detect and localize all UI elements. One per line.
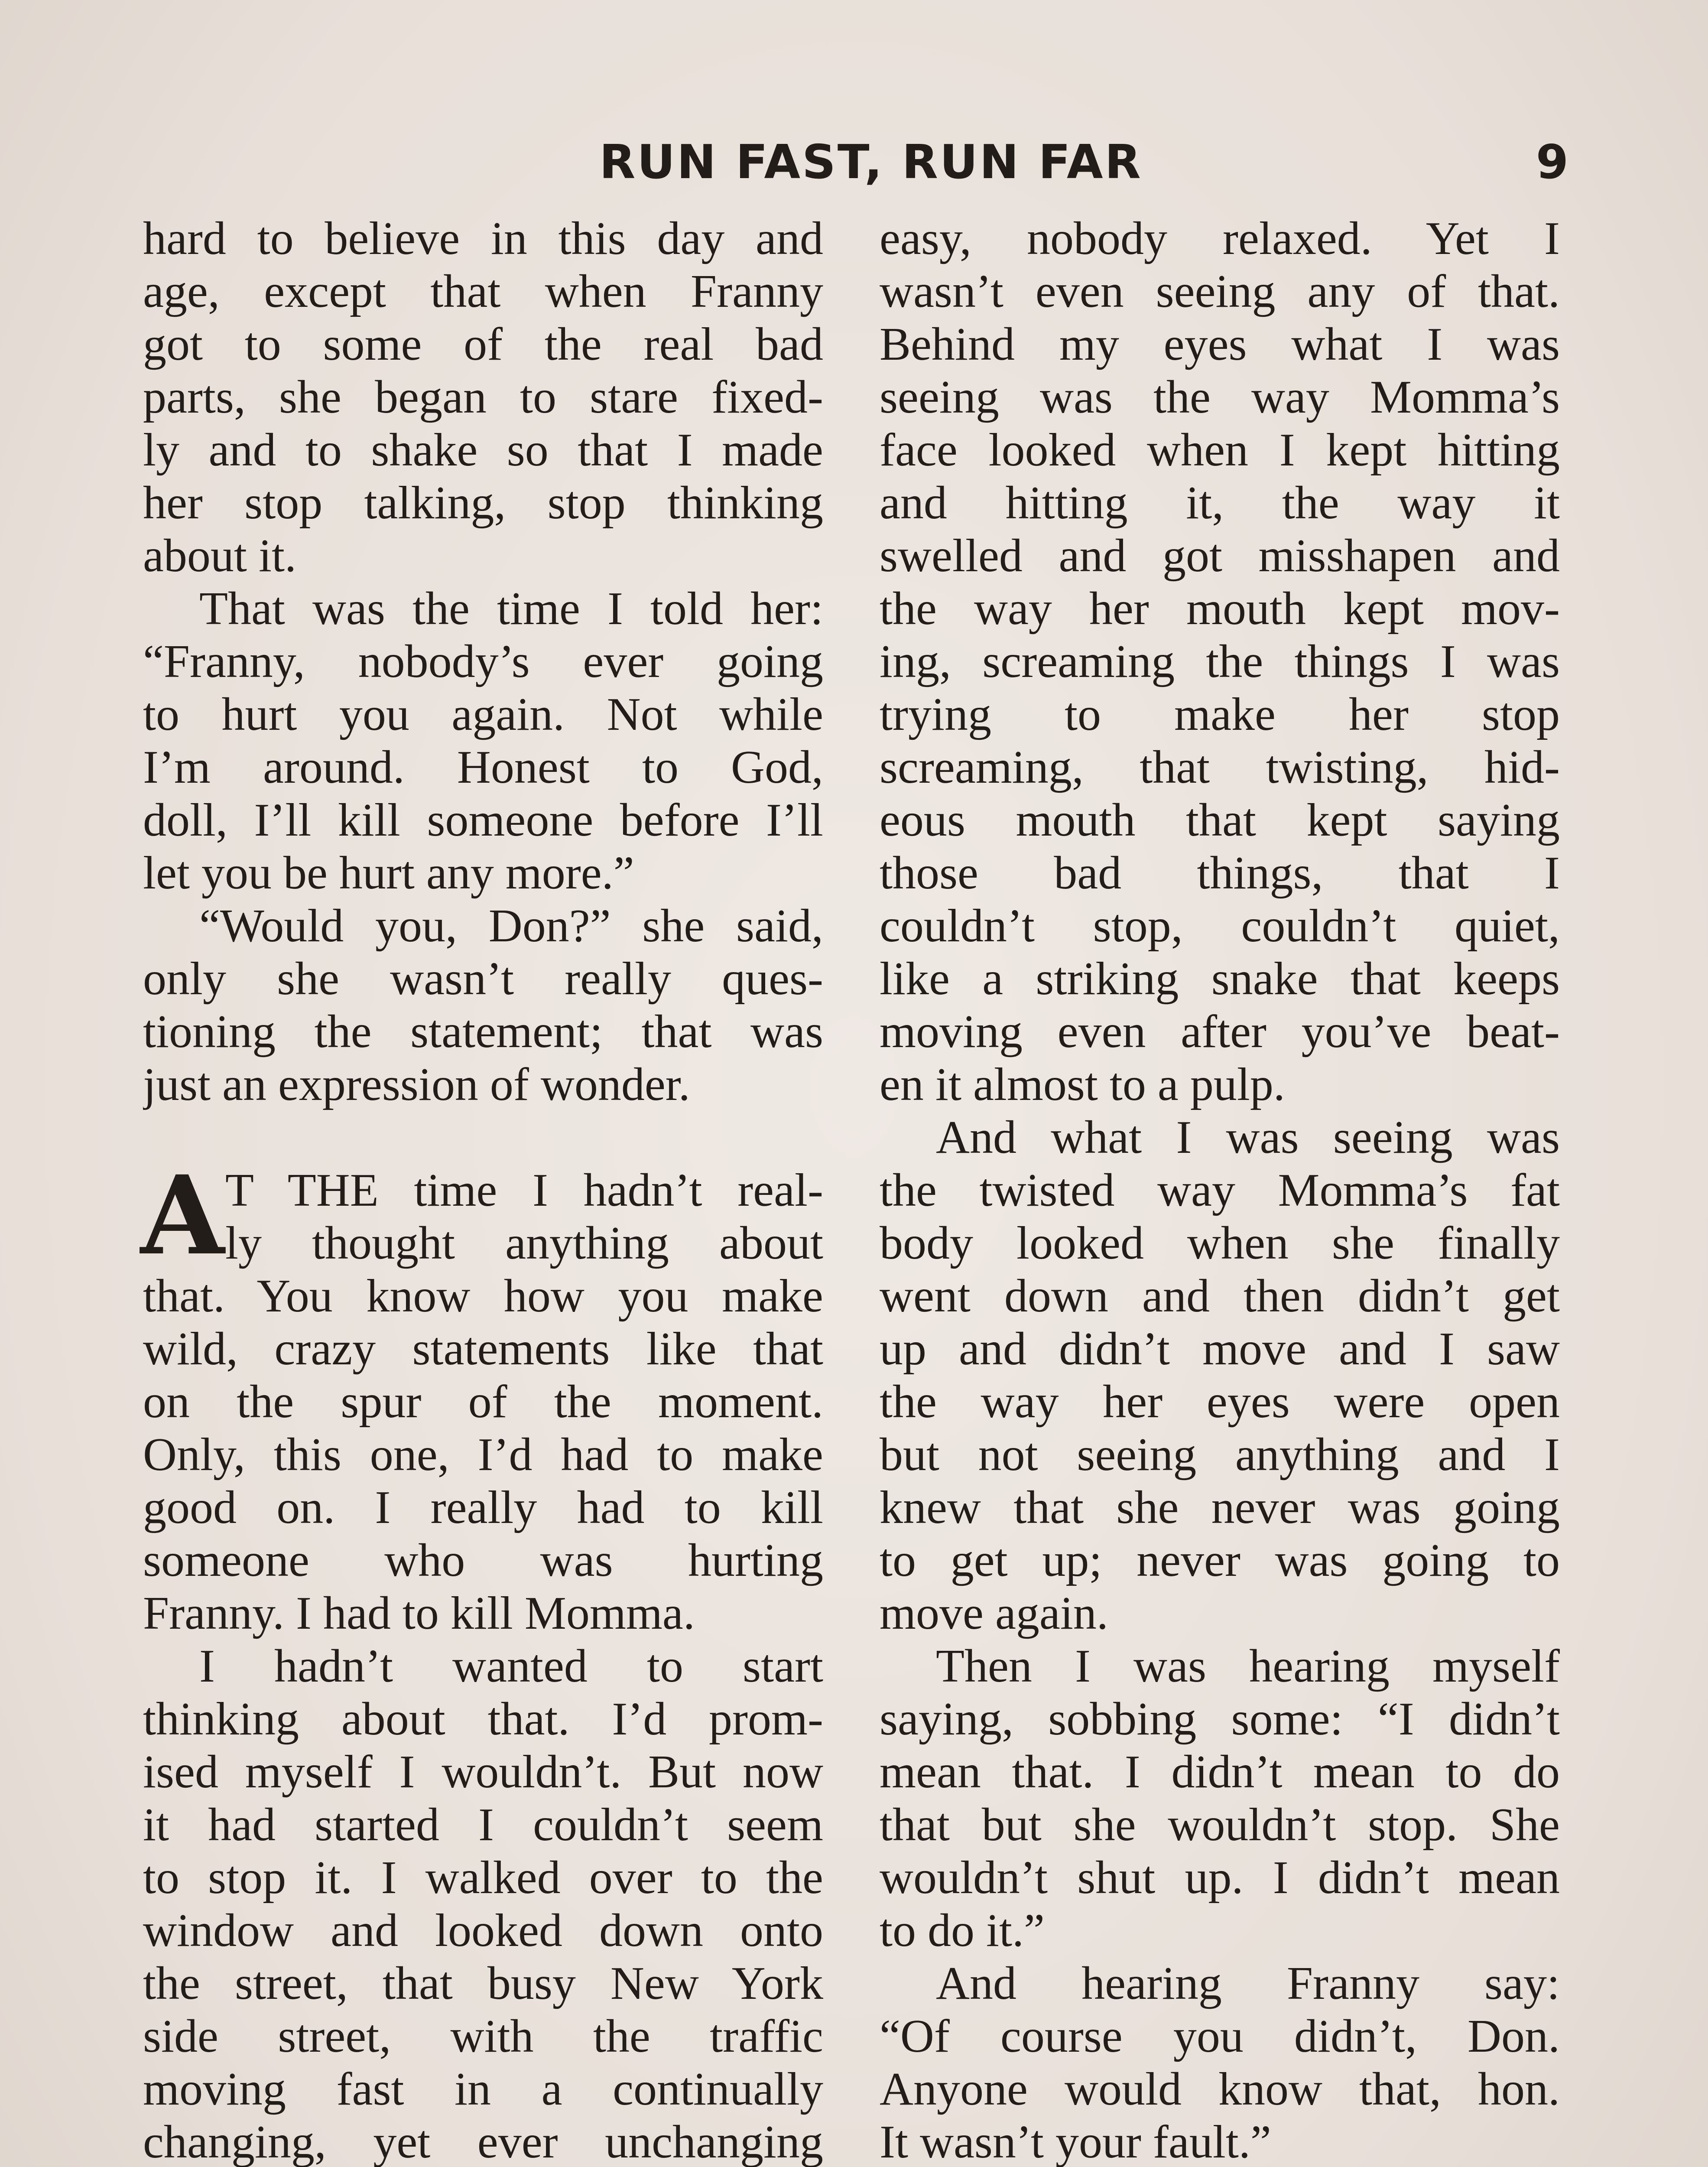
left-column: [140, 212, 823, 2167]
text-line: to stop it. I walked over to the: [143, 1852, 823, 1903]
text-line: I’m around. Honest to God,: [143, 742, 823, 793]
text-line: Only, this one, I’d had to make: [143, 1429, 823, 1480]
text-line: like a striking snake that keeps: [880, 953, 1560, 1005]
text-line: swelled and got misshapen and: [880, 530, 1560, 582]
text-line: changing, yet ever unchanging: [143, 2116, 823, 2167]
text-line: up and didn’t move and I saw: [880, 1323, 1560, 1375]
text-line: it had started I couldn’t seem: [143, 1799, 823, 1851]
text-line: Then I was hearing myself: [936, 1640, 1560, 1692]
text-line: saying, sobbing some: “I didn’t: [880, 1693, 1560, 1745]
text-line: ly and to shake so that I made: [143, 424, 823, 476]
right-column: [880, 212, 1560, 2167]
text-line: hard to believe in this day and: [143, 213, 823, 264]
text-line: parts, she began to stare fixed-: [143, 371, 823, 423]
text-line: Franny. I had to kill Momma.: [143, 1588, 695, 1639]
text-line: good on. I really had to kill: [143, 1482, 823, 1533]
text-line: age, except that when Franny: [143, 266, 823, 317]
text-line: the way her mouth kept mov-: [880, 583, 1560, 634]
page-header: [143, 130, 1573, 195]
drop-cap-paragraph: [140, 1152, 823, 1279]
section-break: [143, 1111, 823, 1164]
text-line: ing, screaming the things I was: [880, 636, 1560, 687]
text-line: And hearing Franny say:: [936, 1958, 1560, 2009]
text-line: ly thought anything about: [225, 1217, 823, 1269]
text-line: face looked when I kept hitting: [880, 424, 1560, 476]
text-line: someone who was hurting: [143, 1535, 823, 1586]
text-line: It wasn’t your fault.”: [880, 2116, 1271, 2167]
text-line: only she wasn’t really ques-: [143, 953, 823, 1005]
text-line: trying to make her stop: [880, 689, 1560, 740]
text-line: T THE time I hadn’t real-: [225, 1165, 823, 1216]
text-line: seeing was the way Momma’s: [880, 371, 1560, 423]
text-line: screaming, that twisting, hid-: [880, 742, 1560, 793]
text-line: Anyone would know that, hon.: [880, 2063, 1560, 2115]
text-line: doll, I’ll kill someone before I’ll: [143, 794, 823, 846]
text-line: I hadn’t wanted to start: [199, 1640, 823, 1692]
text-line: that. You know how you make: [143, 1270, 823, 1322]
text-line: her stop talking, stop thinking: [143, 477, 823, 529]
text-line: “Franny, nobody’s ever going: [143, 636, 823, 687]
text-line: And what I was seeing was: [936, 1112, 1560, 1163]
text-line: that but she wouldn’t stop. She: [880, 1799, 1560, 1851]
text-line: the twisted way Momma’s fat: [880, 1165, 1560, 1216]
text-line: those bad things, that I: [880, 847, 1560, 899]
text-line: wasn’t even seeing any of that.: [880, 266, 1560, 317]
text-line: and hitting it, the way it: [880, 477, 1560, 529]
text-line: Behind my eyes what I was: [880, 319, 1560, 370]
text-line: got to some of the real bad: [143, 319, 823, 370]
text-line: just an expression of wonder.: [143, 1059, 690, 1110]
text-line: ised myself I wouldn’t. But now: [143, 1746, 823, 1798]
text-line: couldn’t stop, couldn’t quiet,: [880, 900, 1560, 952]
drop-cap: A: [140, 1152, 224, 1279]
text-line: eous mouth that kept saying: [880, 794, 1560, 846]
text-line: to hurt you again. Not while: [143, 689, 823, 740]
text-line: to get up; never was going to: [880, 1535, 1560, 1586]
text-line: the way her eyes were open: [880, 1376, 1560, 1428]
text-line: went down and then didn’t get: [880, 1270, 1560, 1322]
text-line: body looked when she finally: [880, 1217, 1560, 1269]
text-line: thinking about that. I’d prom-: [143, 1693, 823, 1745]
text-line: wild, crazy statements like that: [143, 1323, 823, 1375]
text-line: en it almost to a pulp.: [880, 1059, 1285, 1110]
text-line: That was the time I told her:: [199, 583, 823, 634]
page-number: 9: [1536, 135, 1568, 189]
text-line: about it.: [143, 530, 296, 582]
text-line: “Would you, Don?” she said,: [199, 900, 823, 952]
text-line: the street, that busy New York: [143, 1958, 823, 2009]
text-line: “Of course you didn’t, Don.: [880, 2011, 1560, 2062]
text-line: moving fast in a continually: [143, 2063, 823, 2115]
text-line: let you be hurt any more.”: [143, 847, 634, 899]
text-line: knew that she never was going: [880, 1482, 1560, 1533]
text-line: easy, nobody relaxed. Yet I: [880, 213, 1560, 264]
text-line: move again.: [880, 1588, 1108, 1639]
text-line: wouldn’t shut up. I didn’t mean: [880, 1852, 1560, 1903]
text-line: but not seeing anything and I: [880, 1429, 1560, 1480]
running-title: RUN FAST, RUN FAR: [599, 135, 1143, 189]
text-line: side street, with the traffic: [143, 2011, 823, 2062]
text-line: mean that. I didn’t mean to do: [880, 1746, 1560, 1798]
text-line: tioning the statement; that was: [143, 1006, 823, 1057]
text-line: on the spur of the moment.: [143, 1376, 823, 1428]
text-line: to do it.”: [880, 1905, 1045, 1956]
text-line: window and looked down onto: [143, 1905, 823, 1956]
text-line: moving even after you’ve beat-: [880, 1006, 1560, 1057]
